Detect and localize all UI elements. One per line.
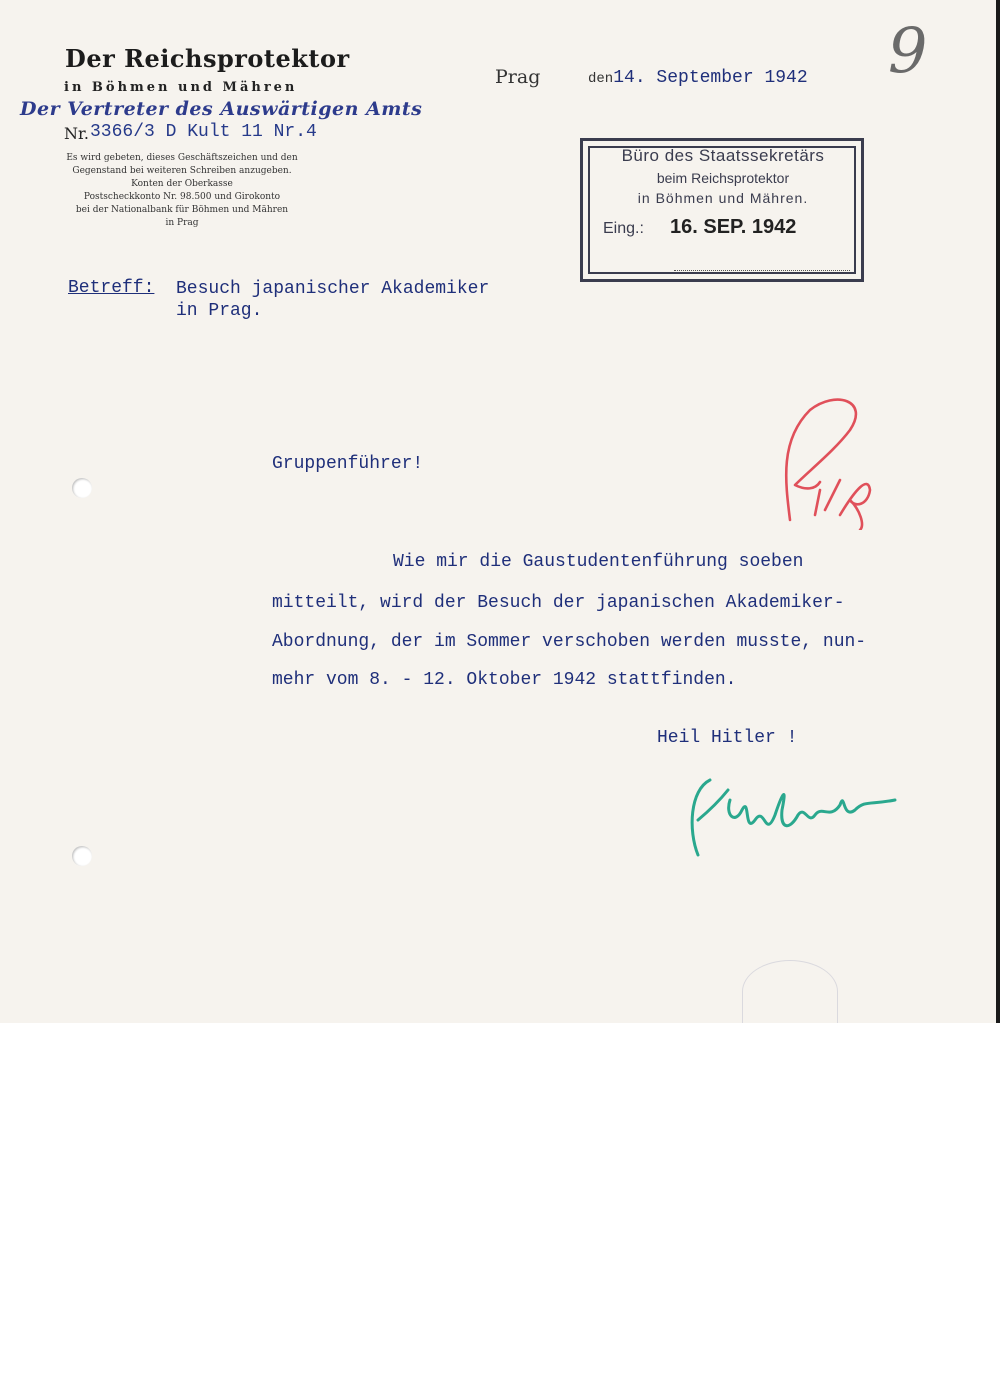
- letterhead-title: Der Reichsprotektor: [65, 44, 350, 73]
- signature-image: [680, 760, 910, 870]
- date-line: [588, 68, 808, 88]
- salutation: Gruppenführer!: [272, 454, 424, 474]
- accounts-line-2: bei der Nationalbank für Böhmen und Mähren: [75, 205, 289, 215]
- page-number: 9: [888, 14, 928, 87]
- body-line-1: Wie mir die Gaustudentenführung soeben: [393, 552, 804, 572]
- date: 14. September 1942: [613, 68, 808, 88]
- receipt-stamp-line-1: Büro des Staatssekretärs: [621, 146, 825, 165]
- date-prefix: den: [588, 71, 614, 87]
- body-line-2: mitteilt, wird der Besuch der japanischen Akademiker-: [272, 593, 845, 613]
- accounts-heading: Konten der Oberkasse: [131, 179, 233, 189]
- subject-text: [176, 278, 489, 322]
- accounts-line-1: Postscheckkonto Nr. 98.500 und Girokonto: [83, 192, 281, 202]
- letterhead-subtitle: in Böhmen und Mähren: [64, 80, 298, 95]
- page-edge: [996, 0, 1000, 1023]
- letterhead-notice: [52, 152, 312, 230]
- receipt-stamp-line-3: in Böhmen und Mähren.: [637, 190, 809, 206]
- body-line-3: Abordnung, der im Sommer verschoben werden musste, nun-: [272, 632, 867, 652]
- punch-hole-bottom: [72, 846, 92, 866]
- punch-hole-top: [72, 478, 92, 498]
- place: Prag: [495, 66, 541, 88]
- subject-line-2: in Prag.: [176, 301, 263, 321]
- red-annotation-image: [760, 390, 890, 530]
- body-line-4: mehr vom 8. - 12. Oktober 1942 stattfinden.: [272, 670, 737, 690]
- receipt-dotted-line: [674, 270, 850, 271]
- reference-number: 3366/3 D Kult 11 Nr.4: [90, 122, 317, 142]
- receipt-label: Eing.:: [603, 220, 644, 237]
- reference-prefix: Nr.: [64, 124, 89, 143]
- office-stamp: Der Vertreter des Auswärtigen Amts: [20, 98, 423, 120]
- accounts-line-3: in Prag: [165, 218, 199, 228]
- faded-seal-image: [742, 960, 838, 1023]
- subject-line-1: Besuch japanischer Akademiker: [176, 279, 490, 299]
- closing: Heil Hitler !: [657, 728, 798, 748]
- notice-line-2: Gegenstand bei weiteren Schreiben anzugeben.: [72, 166, 292, 176]
- notice-line-1: Es wird gebeten, dieses Geschäftszeichen und den: [66, 153, 298, 163]
- subject-label: Betreff:: [68, 278, 155, 298]
- receipt-date: 16. SEP. 1942: [670, 216, 797, 238]
- receipt-stamp-line-2: beim Reichsprotektor: [656, 170, 790, 186]
